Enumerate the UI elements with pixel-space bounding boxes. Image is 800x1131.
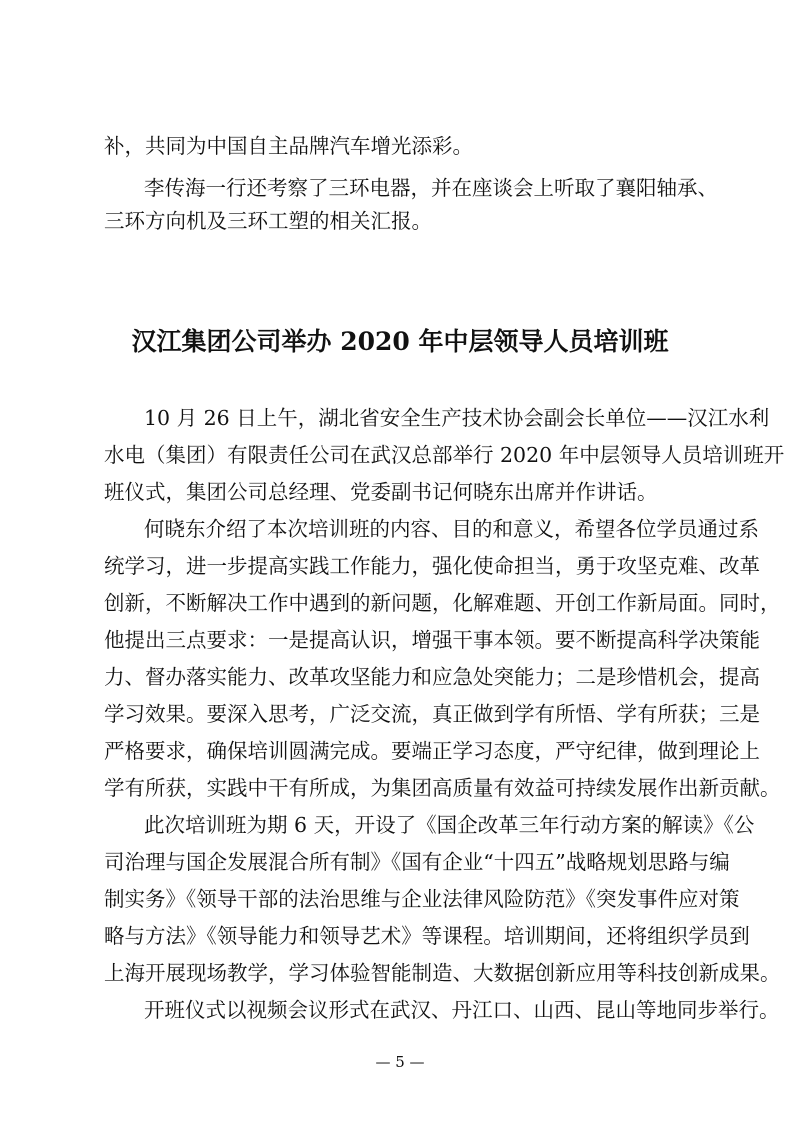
article-line-15: 略与方法》《领导能力和领导艺术》等课程。培训期间，还将组织学员到 [104, 924, 750, 948]
article-line-5: 统学习，进一步提高实践工作能力，强化使命担当，勇于攻坚克难、改革 [104, 554, 760, 578]
article-line-14: 制实务》《领导干部的法治思维与企业法律风险防范》《突发事件应对策 [104, 887, 740, 911]
prev-article-line-1: 补，共同为中国自主品牌汽车增光添彩。 [104, 134, 473, 158]
article-line-9: 学习效果。要深入思考，广泛交流，真正做到学有所悟、学有所获；三是 [104, 702, 760, 726]
prev-article-line-3: 三环方向机及三环工塑的相关汇报。 [104, 209, 432, 233]
article-line-4: 何晓东介绍了本次培训班的内容、目的和意义，希望各位学员通过系 [144, 517, 759, 541]
article-line-1: 10 月 26 日上午，湖北省安全生产技术协会副会长单位——汉江水利 [144, 406, 770, 430]
article-line-8: 力、督办落实能力、改革攻坚能力和应急处突能力；二是珍惜机会，提高 [104, 665, 760, 689]
article-line-11: 学有所获，实践中干有所成，为集团高质量有效益可持续发展作出新贡献。 [104, 776, 781, 800]
article-line-6: 创新，不断解决工作中遇到的新问题，化解难题、开创工作新局面。同时， [104, 591, 781, 615]
article-line-10: 严格要求，确保培训圆满完成。要端正学习态度，严守纪律，做到理论上 [104, 739, 760, 763]
article-line-3: 班仪式，集团公司总经理、党委副书记何晓东出席并作讲话。 [104, 480, 658, 504]
article-line-16: 上海开展现场教学，学习体验智能制造、大数据创新应用等科技创新成果。 [104, 961, 781, 985]
article-title: 汉江集团公司举办 2020 年中层领导人员培训班 [131, 327, 669, 356]
article-line-12: 此次培训班为期 6 天，开设了《国企改革三年行动方案的解读》《公 [144, 813, 755, 837]
article-line-17: 开班仪式以视频会议形式在武汉、丹江口、山西、昆山等地同步举行。 [144, 998, 780, 1022]
article-line-2: 水电（集团）有限责任公司在武汉总部举行 2020 年中层领导人员培训班开 [104, 443, 785, 467]
prev-article-line-2: 李传海一行还考察了三环电器，并在座谈会上听取了襄阳轴承、 [144, 176, 718, 200]
article-line-13: 司治理与国企发展混合所有制》《国有企业“十四五”战略规划思路与编 [104, 850, 730, 874]
page-number: — 5 — [375, 1053, 425, 1071]
article-line-7: 他提出三点要求：一是提高认识，增强干事本领。要不断提高科学决策能 [104, 628, 760, 652]
